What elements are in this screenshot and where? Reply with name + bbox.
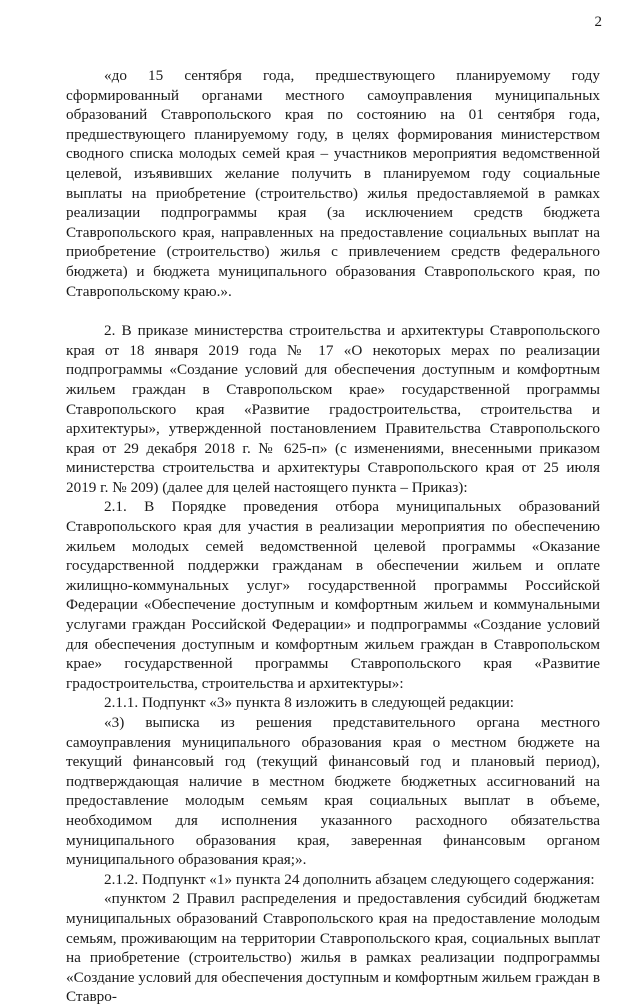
- paragraph-item-2-1-1: 2.1.1. Подпункт «3» пункта 8 изложить в следующей редакции:: [104, 694, 514, 712]
- paragraph-item-2: 2. В приказе министерства строительства и архитектуры Ставропольского края от 18 января 2019 года № 17 «О некоторых мерах по реализации подпрограммы «Создание условий для обеспечения доступным и комфортным жильем граждан в Ставропольском крае» государственной программы Ставропольского края «Развитие градостроительства, строительства и архитектуры», утвержденной постановлением Правительства Ставропольского края от 29 декабря 2018 г. № 625-п» (с изменениями, внесенными приказом министерства строительства и архитектуры Ставропольского края от 25 июля 2019 г. № 209) (далее для целей настоящего пункта – Приказ):: [66, 322, 600, 496]
- paragraph-item-24-addition: «пунктом 2 Правил распределения и предоставления субсидий бюджетам муниципальных образований Ставропольского края на предоставление молодым семьям, проживающим на территории Ставропольского края, социальных выплат на приобретение (строительство) жилья в рамках реализации подпрограммы «Создание условий для обеспечения доступным и комфортным жильем граждан в Ставро-: [66, 890, 600, 1006]
- page-number: 2: [594, 14, 602, 30]
- paragraph-item-2-1-2: 2.1.2. Подпункт «1» пункта 24 дополнить абзацем следующего содержания:: [104, 870, 595, 888]
- paragraph-subitem-3-text: «3) выписка из решения представительного органа местного самоуправления муниципального образования края о местном бюджете на текущий финансовый год (текущий финансовый год и плановый период), подтверждающая наличие в местном бюджете бюджетных ассигнований на предоставление молодым семьям края социальных выплат в объеме, необходимом для исполнения указанного расходного обязательства муниципального образования края, заверенная финансовым органом муниципального образования края;».: [66, 714, 600, 869]
- paragraph-item-2-1: 2.1. В Порядке проведения отбора муниципальных образований Ставропольского края для участия в реализации мероприятия по обеспечению жильем молодых семей ведомственной целевой программы «Оказание государственной поддержки гражданам в обеспечении жильем и оплате жилищно-коммунальных услуг» государственной программы Российской Федерации «Обеспечение доступным и комфортным жильем и коммунальными услугами граждан Российской Федерации» и подпрограммы «Создание условий для обеспечения доступным и комфортным жильем граждан в Ставропольском крае» государственной программы Ставропольского края «Развитие градостроительства, строительства и архитектуры»:: [66, 498, 600, 692]
- document-body: [66, 66, 600, 1007]
- paragraph-quote-deadline: «до 15 сентября года, предшествующего планируемому году сформированный органами местного самоуправления муниципальных образований Ставропольского края по состоянию на 01 сентября года, предшествующего планируемому году, в целях формирования министерством сводного списка молодых семей края – участников мероприятия ведомственной целевой, изъявивших желание получить в планируемом году социальные выплаты на приобретение (строительство) жилья предоставляемой в рамках реализации подпрограммы края (за исключением средств бюджета Ставропольского края, направленных на предоставление социальных выплат на приобретение (строительство) жилья с привлечением средств федерального бюджета) и бюджета муниципального образования Ставропольского края, по Ставропольскому краю.».: [66, 67, 600, 300]
